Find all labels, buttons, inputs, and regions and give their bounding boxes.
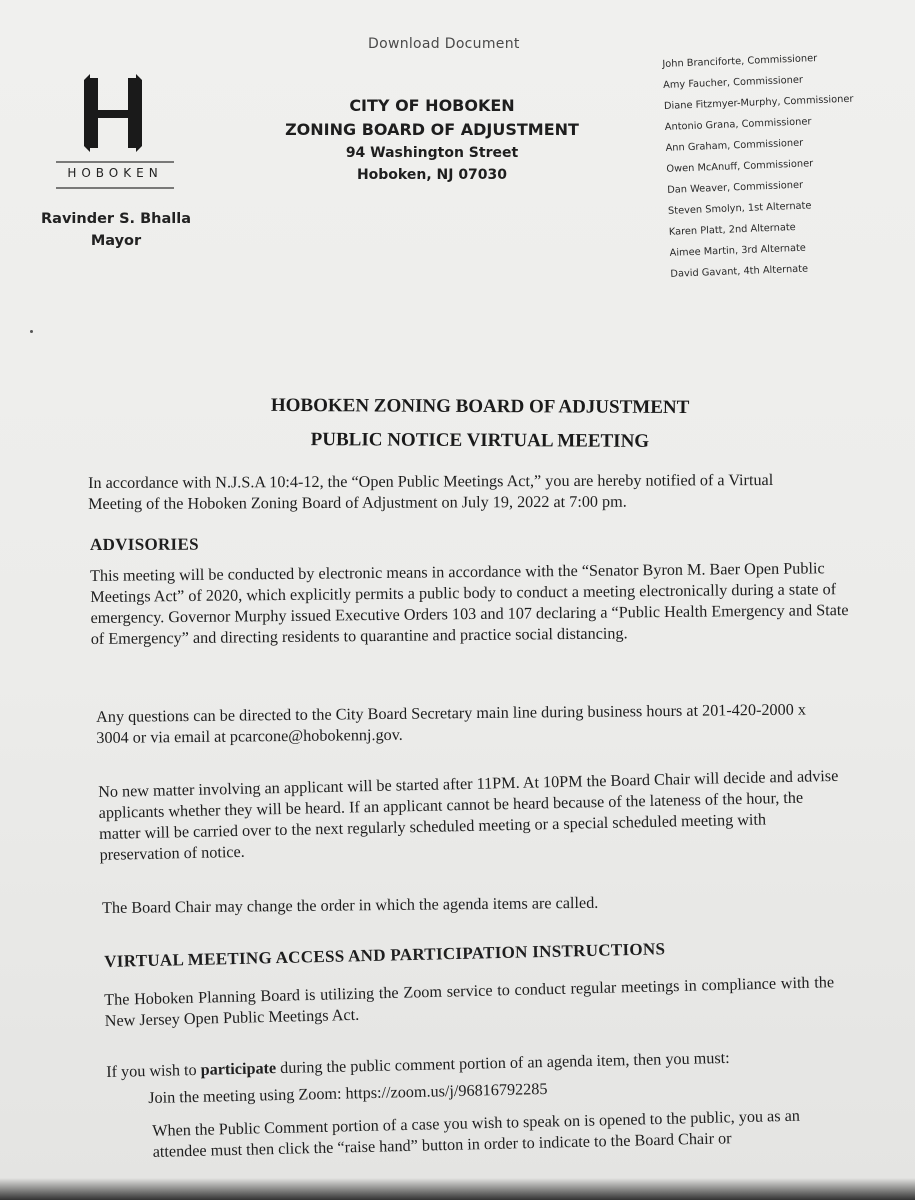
letterhead [262, 94, 602, 186]
virtual-meeting-heading: VIRTUAL MEETING ACCESS AND PARTICIPATION INSTRUCTIONS [104, 939, 666, 971]
board-name: ZONING BOARD OF ADJUSTMENT [285, 120, 579, 139]
agenda-order-paragraph [102, 890, 842, 919]
zoom-service-paragraph [104, 972, 835, 1032]
commissioner-item: Dan Weaver, Commissioner [667, 179, 804, 196]
commissioner-item: Aimee Martin, 3rd Alternate [669, 242, 807, 259]
download-document-link[interactable]: Download Document [368, 36, 520, 52]
commissioner-item: Owen McAnuff, Commissioner [666, 158, 814, 175]
logo-wordmark: HOBOKEN [67, 166, 163, 180]
zoom-meeting-link[interactable]: https://zoom.us/j/96816792285 [345, 1079, 548, 1103]
notice-title-line2: PUBLIC NOTICE VIRTUAL MEETING [310, 429, 650, 452]
commissioner-item: Amy Faucher, Commissioner [662, 74, 804, 91]
join-zoom-label: Join the meeting using Zoom: [148, 1084, 346, 1107]
commissioner-item: Steven Smolyn, 1st Alternate [667, 200, 812, 217]
city-state-zip: Hoboken, NJ 07030 [356, 167, 508, 183]
notice-title [190, 388, 770, 459]
mayor-name: Ravinder S. Bhalla [41, 211, 191, 227]
city-name: CITY OF HOBOKEN [349, 96, 515, 115]
raise-hand-text: When the Public Comment portion of a case you wish to speak on is opened to the public, you as an attendee must then click the “raise hand” button in order to indicate to the Board Chair or [152, 1106, 801, 1161]
participate-text-after: during the public comment portion of an agenda item, then you must: [275, 1048, 730, 1078]
commissioner-item: David Gavant, 4th Alternate [670, 263, 809, 280]
commissioner-item: Ann Graham, Commissioner [665, 137, 804, 154]
hoboken-logo [52, 68, 178, 192]
commissioner-list [662, 45, 915, 285]
late-hour-text: No new matter involving an applicant will be started after 11PM. At 10PM the Board Chair will decide and advise applicants whether they will be heard. If an applicant cannot be heard because of the lateness of the hour, the matter will be carried over to the next regularly scheduled meeting or a special scheduled meeting with preservation of notice. [98, 766, 839, 864]
questions-paragraph [96, 699, 836, 749]
intro-paragraph [88, 470, 828, 515]
commissioner-item: Karen Platt, 2nd Alternate [668, 221, 796, 238]
advisories-heading: ADVISORIES [90, 534, 199, 554]
mayor-block [30, 208, 202, 252]
zoom-service-text: The Hoboken Planning Board is utilizing the Zoom service to conduct regular meetings in compliance with the New Jersey Open Public Meetings Act. [104, 973, 835, 1030]
notice-title-line1: HOBOKEN ZONING BOARD OF ADJUSTMENT [270, 394, 690, 419]
questions-text: Any questions can be directed to the City Board Secretary main line during business hours at 201-420-2000 x 3004 or via email at pcarcone@hobokennj.gov. [96, 700, 807, 747]
participate-emphasis: participate [200, 1059, 277, 1079]
agenda-order-text: The Board Chair may change the order in which the agenda items are called. [102, 893, 599, 917]
paper-speck [30, 330, 33, 333]
commissioner-item: Diane Fitzmyer-Murphy, Commissioner [663, 93, 854, 112]
commissioner-item: John Branciforte, Commissioner [662, 53, 818, 70]
commissioner-item: Antonio Grana, Commissioner [664, 116, 812, 133]
page-bottom-shadow [0, 1178, 915, 1200]
advisories-text: This meeting will be conducted by electronic means in accordance with the “Senator Byron M. Baer Open Public Meetings Act” of 2020, which explicitly permits a public body to conduct a meeting electronically during a state of emergency. Governor Murphy issued Executive Orders 103 and 107 declaring a “Public Health Emergency and State of Emergency” and directing residents to quarantine and practice social distancing. [90, 559, 849, 648]
late-hour-paragraph [98, 766, 848, 866]
raise-hand-paragraph [106, 1105, 847, 1164]
advisories-paragraph [90, 558, 861, 650]
intro-text: In accordance with N.J.S.A 10:4-12, the “Open Public Meetings Act,” you are hereby notified of a Virtual Meeting of the Hoboken Zoning Board of Adjustment on July 19, 2022 at 7:00 pm. [88, 471, 774, 513]
street-address: 94 Washington Street [345, 145, 519, 161]
participate-text-before: If you wish to [106, 1060, 201, 1081]
mayor-title: Mayor [90, 233, 142, 249]
